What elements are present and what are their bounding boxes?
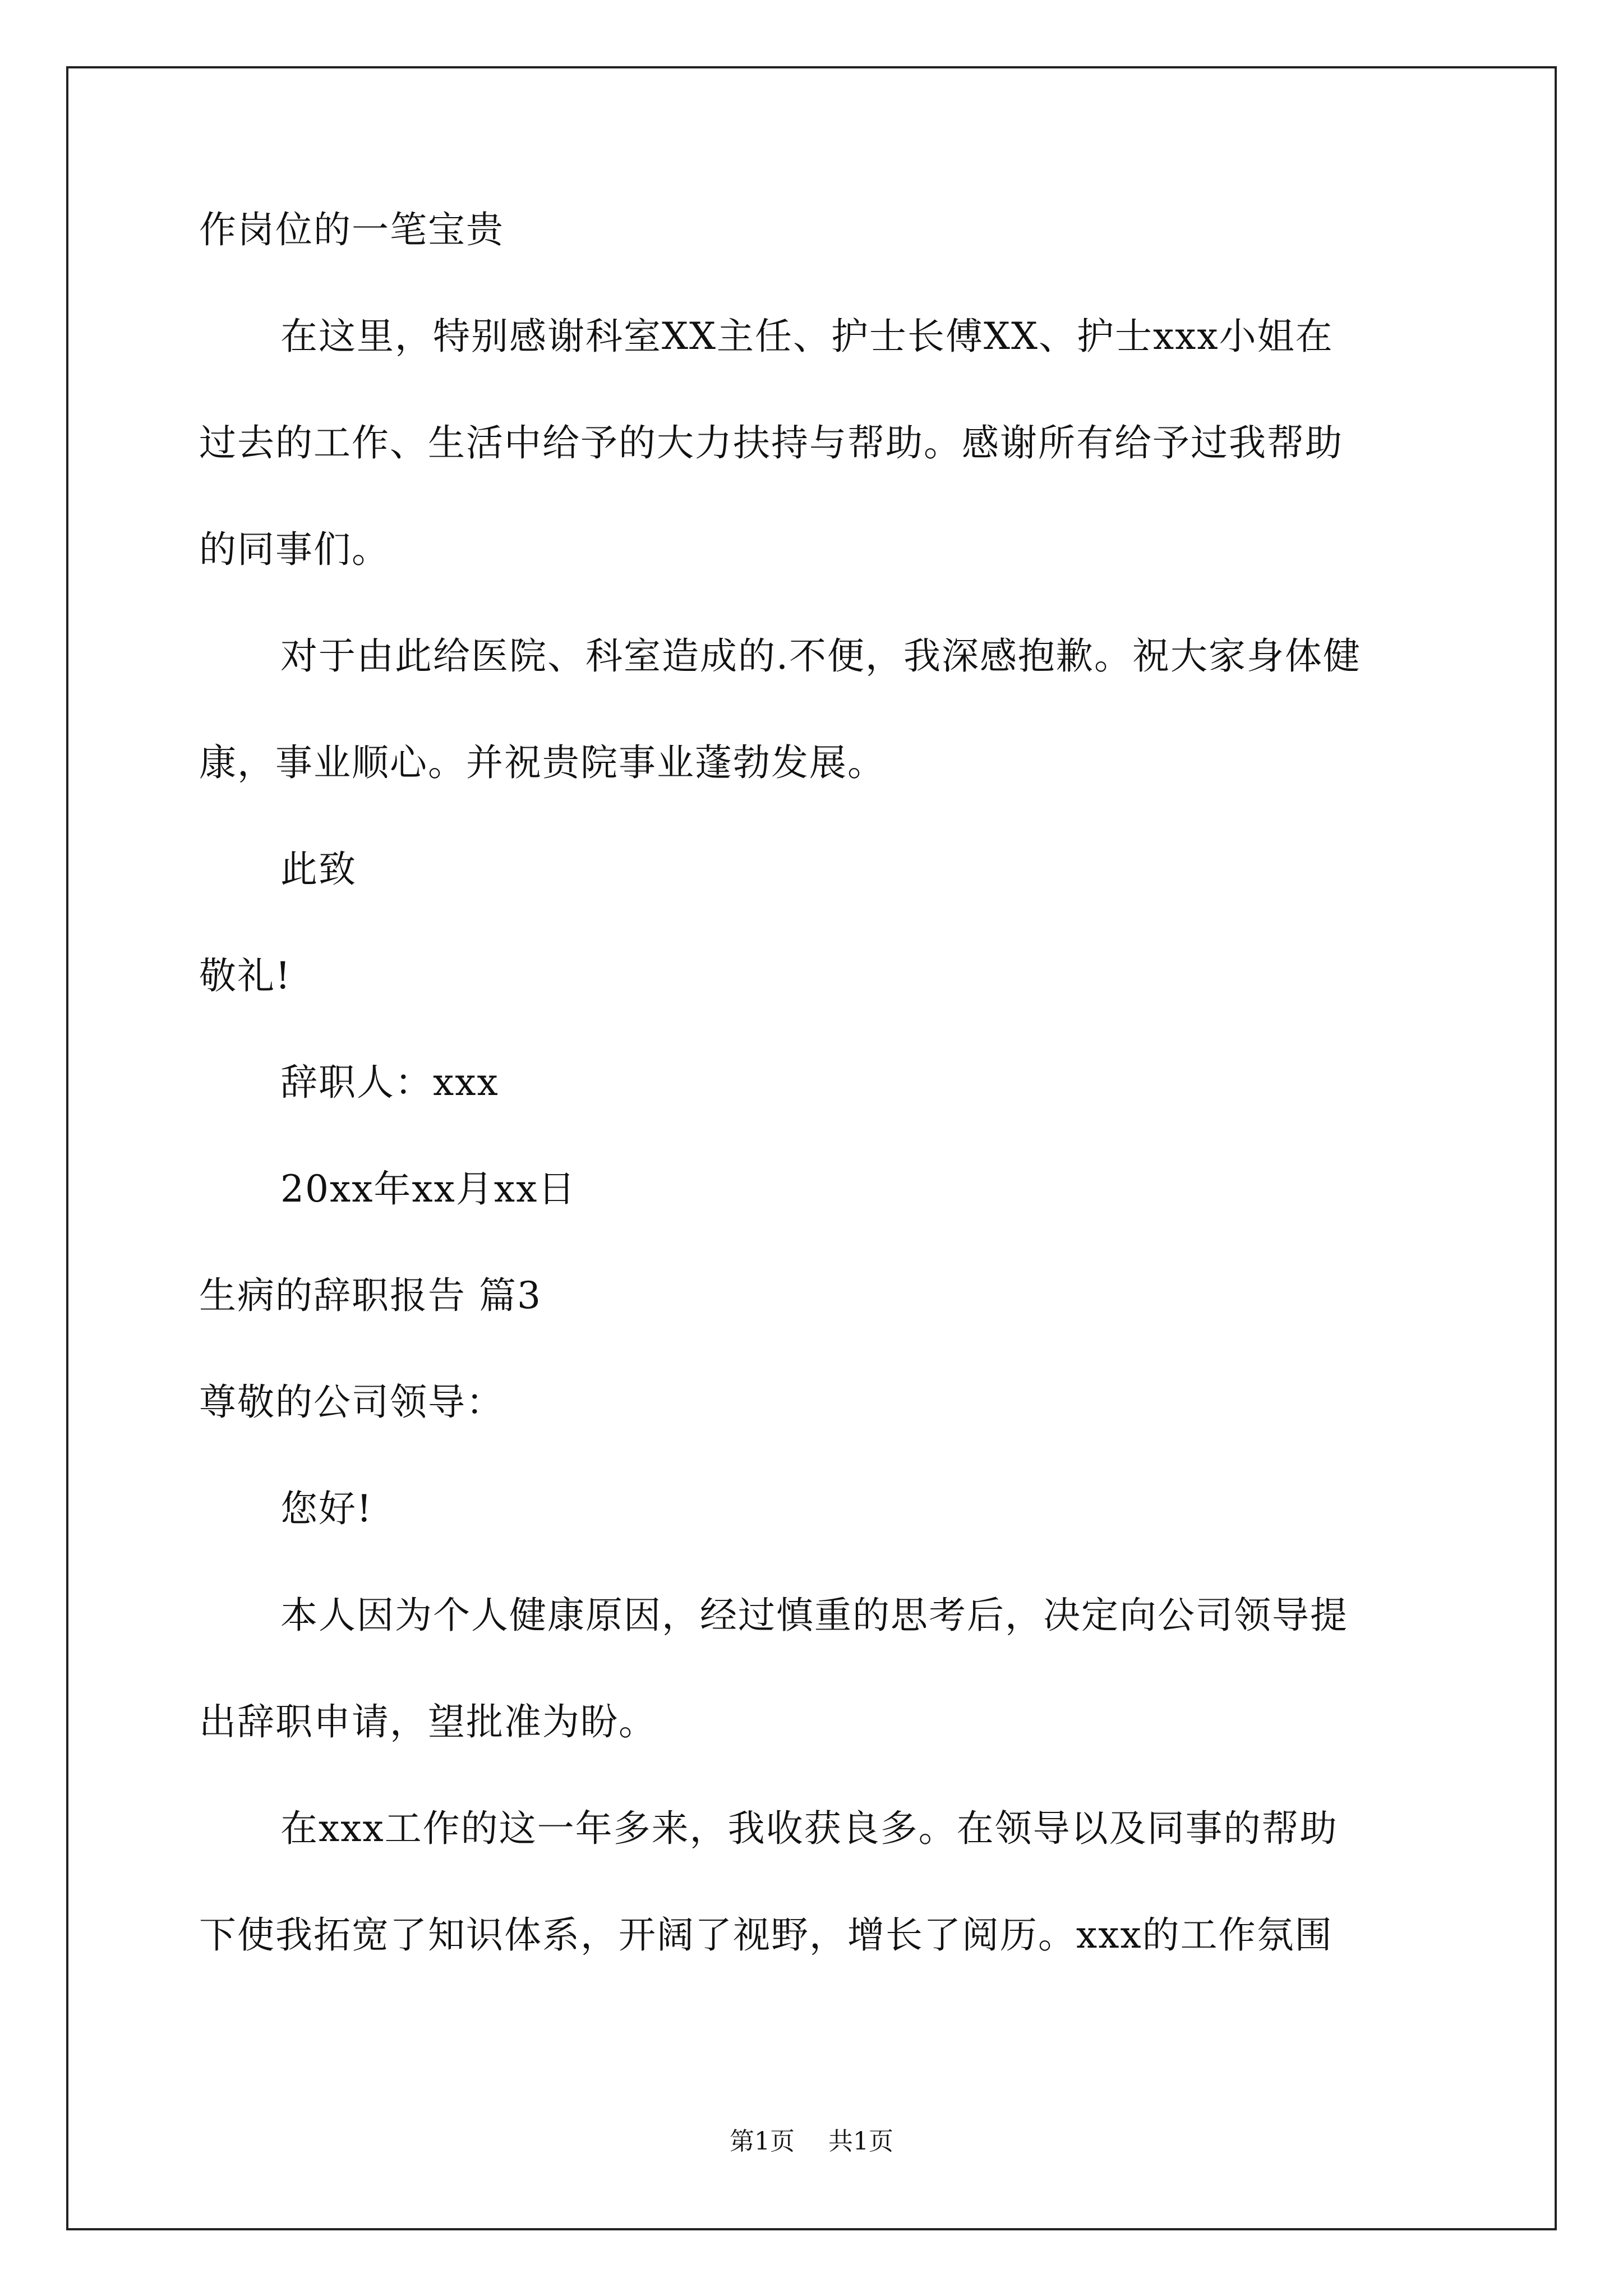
page-border xyxy=(66,66,1557,2230)
text-line: 本人因为个人健康原因，经过慎重的思考后，决定向公司领导提 xyxy=(280,1594,1348,1637)
text-line: 在xxx工作的这一年多来，我收获良多。在领导以及同事的帮助 xyxy=(280,1807,1338,1850)
page-number-total: 共1页 xyxy=(828,2127,893,2156)
greeting-recipient: 尊敬的公司领导： xyxy=(199,1381,504,1424)
text-line: 作岗位的一笔宝贵 xyxy=(199,208,504,251)
date-line: 20xx年xx月xx日 xyxy=(280,1167,577,1211)
text-line: 在这里，特别感谢科室XX主任、护士长傅XX、护士xxx小姐在 xyxy=(280,315,1334,358)
closing-regards: 敬礼! xyxy=(199,954,292,997)
text-line: 下使我拓宽了知识体系，开阔了视野，增长了阅历。xxx的工作氛围 xyxy=(199,1913,1333,1957)
signature-line: 辞职人：xxx xyxy=(280,1061,499,1104)
closing-salutation: 此致 xyxy=(280,848,357,891)
page-number-current: 第1页 xyxy=(730,2127,795,2156)
page-footer xyxy=(0,2126,1623,2157)
text-line: 过去的工作、生活中给予的大力扶持与帮助。感谢所有给予过我帮助 xyxy=(199,421,1343,464)
text-line: 的同事们。 xyxy=(199,528,390,571)
text-line: 对于由此给医院、科室造成的.不便，我深感抱歉。祝大家身体健 xyxy=(280,634,1361,678)
section-heading: 生病的辞职报告 篇3 xyxy=(199,1274,542,1317)
text-line: 出辞职申请，望批准为盼。 xyxy=(199,1700,657,1743)
text-line: 康，事业顺心。并祝贵院事业蓬勃发展。 xyxy=(199,741,886,784)
greeting: 您好! xyxy=(280,1487,373,1530)
